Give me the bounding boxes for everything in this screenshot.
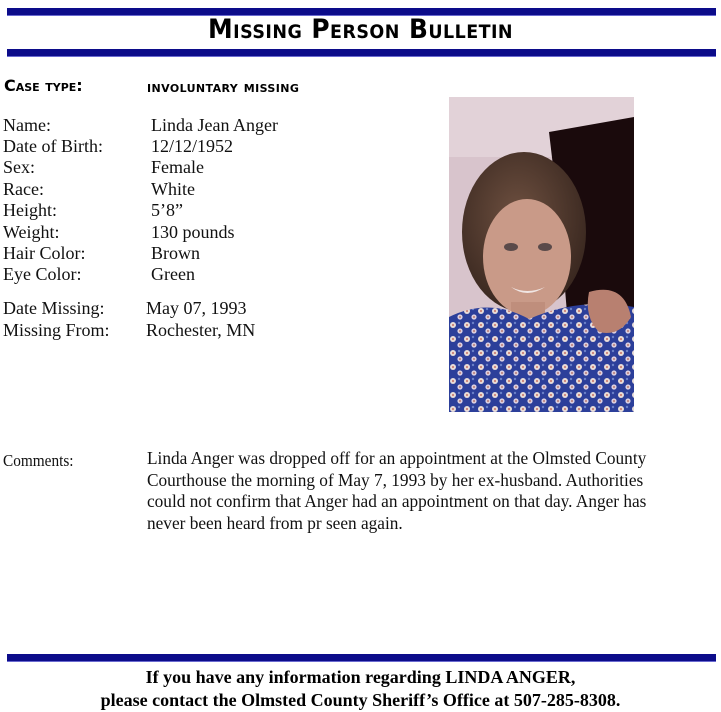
portrait-image	[449, 97, 634, 412]
dob-value: 12/12/1952	[151, 136, 234, 156]
name-value: Linda Jean Anger	[151, 115, 278, 135]
case-type-label: Case type:	[4, 76, 83, 95]
header-divider-bar	[7, 49, 716, 57]
page-title: Missing Person Bulletin	[207, 14, 514, 45]
date-missing-label: Date Missing:	[3, 298, 105, 318]
race-value: White	[151, 179, 195, 199]
person-photo	[449, 97, 634, 412]
height-label: Height:	[3, 200, 57, 220]
missing-from-label: Missing From:	[3, 320, 110, 340]
weight-value: 130 pounds	[151, 222, 235, 242]
case-type-value: involuntary missing	[147, 78, 300, 96]
comments-label: Comments:	[3, 451, 74, 470]
missing-from-value: Rochester, MN	[146, 320, 256, 340]
race-label: Race:	[3, 179, 44, 199]
weight-label: Weight:	[3, 222, 60, 242]
dob-label: Date of Birth:	[3, 136, 103, 156]
hair-color-value: Brown	[151, 243, 200, 263]
contact-line-1: If you have any information regarding LINDA ANGER,	[145, 667, 576, 687]
footer-divider-bar	[7, 654, 716, 662]
date-missing-value: May 07, 1993	[146, 298, 247, 318]
hair-color-label: Hair Color:	[3, 243, 86, 263]
height-value: 5’8”	[151, 200, 183, 220]
comments-text: Linda Anger was dropped off for an appointment at the Olmsted County Courthouse the morning of May 7, 1993 by her ex-husband. Authorities could not confirm that Anger had an appointment on that day. Anger has never been heard from pr seen again.	[147, 448, 647, 533]
eye-color-value: Green	[151, 264, 195, 284]
contact-line-2: please contact the Olmsted County Sheriff’s Office at 507-285-8308.	[100, 690, 621, 710]
sex-label: Sex:	[3, 157, 36, 177]
eye-color-label: Eye Color:	[3, 264, 82, 284]
sex-value: Female	[151, 157, 204, 177]
name-label: Name:	[3, 115, 51, 135]
